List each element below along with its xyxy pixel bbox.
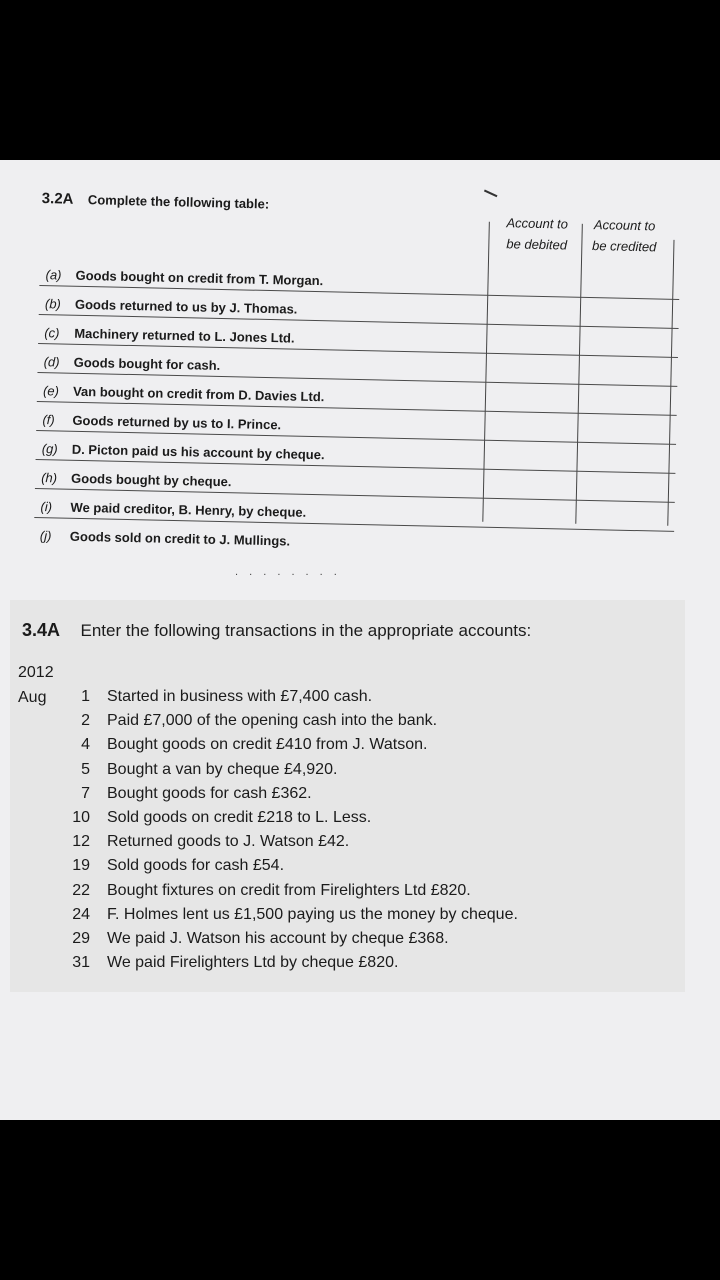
list-item — [60, 930, 680, 954]
row-letter: (e) — [42, 383, 60, 399]
list-item — [60, 954, 680, 978]
row-label — [42, 412, 281, 432]
transaction-text: Started in business with £7,400 cash. — [107, 688, 373, 705]
list-item — [60, 785, 680, 809]
list-item — [60, 906, 680, 930]
transaction-day: 24 — [72, 905, 90, 923]
row-text: Goods bought on credit from T. Morgan. — [75, 267, 324, 289]
transaction-text: Sold goods for cash £54. — [107, 857, 285, 875]
row-text: Goods sold on credit to J. Mullings. — [69, 528, 291, 549]
row-text: We paid creditor, B. Henry, by cheque. — [70, 499, 307, 520]
accounts-table — [34, 256, 685, 555]
row-letter: (g) — [41, 441, 58, 457]
transaction-text: Bought fixtures on credit from Firelighters Ltd £820. — [107, 881, 471, 899]
list-item — [60, 857, 680, 881]
transaction-text: Bought goods for cash £362. — [107, 784, 312, 802]
transaction-text: We paid J. Watson his account by cheque £368. — [107, 929, 449, 947]
transaction-day: 19 — [72, 857, 90, 875]
row-text: Goods bought by cheque. — [70, 470, 232, 490]
row-letter: (d) — [43, 354, 60, 370]
column-header-debited — [494, 212, 580, 256]
transaction-text: F. Holmes lent us £1,500 paying us the money by cheque. — [107, 905, 518, 923]
row-text: Goods bought for cash. — [73, 354, 221, 373]
transaction-text: Returned goods to J. Watson £42. — [107, 833, 350, 851]
row-letter: (b) — [44, 296, 62, 312]
list-item — [60, 688, 680, 712]
transaction-text: Sold goods on credit £218 to L. Less. — [107, 808, 372, 826]
transaction-day: 1 — [81, 688, 90, 705]
row-text: Goods returned to us by J. Thomas. — [74, 296, 298, 317]
row-label — [41, 470, 232, 489]
row-text: Goods returned by us to I. Prince. — [72, 412, 282, 433]
transaction-day: 22 — [72, 881, 90, 899]
transactions-year: 2012 — [18, 664, 54, 681]
column-header-line: Account to — [593, 217, 656, 234]
table-column-headers — [494, 208, 675, 262]
transaction-day: 29 — [72, 929, 90, 947]
row-text: Van bought on credit from D. Davies Ltd. — [72, 383, 325, 405]
row-label — [45, 267, 323, 288]
pen-mark — [481, 190, 498, 205]
row-letter: (i) — [40, 499, 53, 515]
transaction-day: 4 — [81, 736, 90, 754]
list-item — [60, 809, 680, 833]
row-letter: (j) — [39, 528, 52, 544]
column-header-line: Account to — [506, 215, 569, 232]
transactions-month: Aug — [18, 689, 47, 706]
transaction-day: 10 — [72, 808, 90, 826]
transaction-day: 2 — [81, 712, 90, 730]
page-continuation-dots: . . . . . . . . — [235, 566, 341, 578]
transaction-day: 31 — [72, 954, 90, 972]
row-letter: (c) — [44, 325, 60, 341]
row-letter: (a) — [45, 267, 62, 283]
row-label — [44, 325, 295, 345]
row-label — [40, 499, 306, 520]
row-text: Machinery returned to L. Jones Ltd. — [74, 325, 295, 346]
exercise-number: 3.2A — [41, 190, 74, 208]
transaction-text: Bought a van by cheque £4,920. — [107, 760, 338, 778]
row-label — [40, 528, 291, 548]
transaction-day: 7 — [81, 784, 90, 802]
column-header-line: be debited — [506, 236, 568, 253]
list-item — [60, 833, 680, 857]
row-letter: (f) — [42, 412, 55, 428]
row-label — [44, 354, 221, 373]
transaction-text: We paid Firelighters Ltd by cheque £820. — [107, 954, 399, 972]
exercise-number: 3.4A — [22, 620, 61, 640]
transaction-list — [60, 688, 680, 978]
transaction-day: 5 — [81, 760, 90, 778]
column-header-credited — [580, 214, 669, 258]
list-item — [60, 882, 680, 906]
transaction-day: 12 — [72, 833, 90, 851]
list-item — [60, 736, 680, 760]
list-item — [60, 712, 680, 736]
column-header-line: be credited — [591, 238, 657, 255]
exercise-instruction: Enter the following transactions in the appropriate accounts: — [80, 621, 532, 640]
row-letter: (h) — [41, 470, 58, 486]
textbook-photo — [0, 160, 720, 1120]
transaction-text: Bought goods on credit £410 from J. Watson. — [107, 736, 428, 754]
exercise-3-4a-panel — [10, 600, 685, 992]
exercise-3-2a-heading — [42, 190, 270, 214]
exercise-instruction: Complete the following table: — [87, 192, 270, 212]
transaction-text: Paid £7,000 of the opening cash into the bank. — [107, 712, 438, 730]
exercise-3-4a-heading — [22, 620, 531, 641]
row-label — [45, 296, 298, 317]
row-text: D. Picton paid us his account by cheque. — [71, 441, 325, 463]
list-item — [60, 761, 680, 785]
